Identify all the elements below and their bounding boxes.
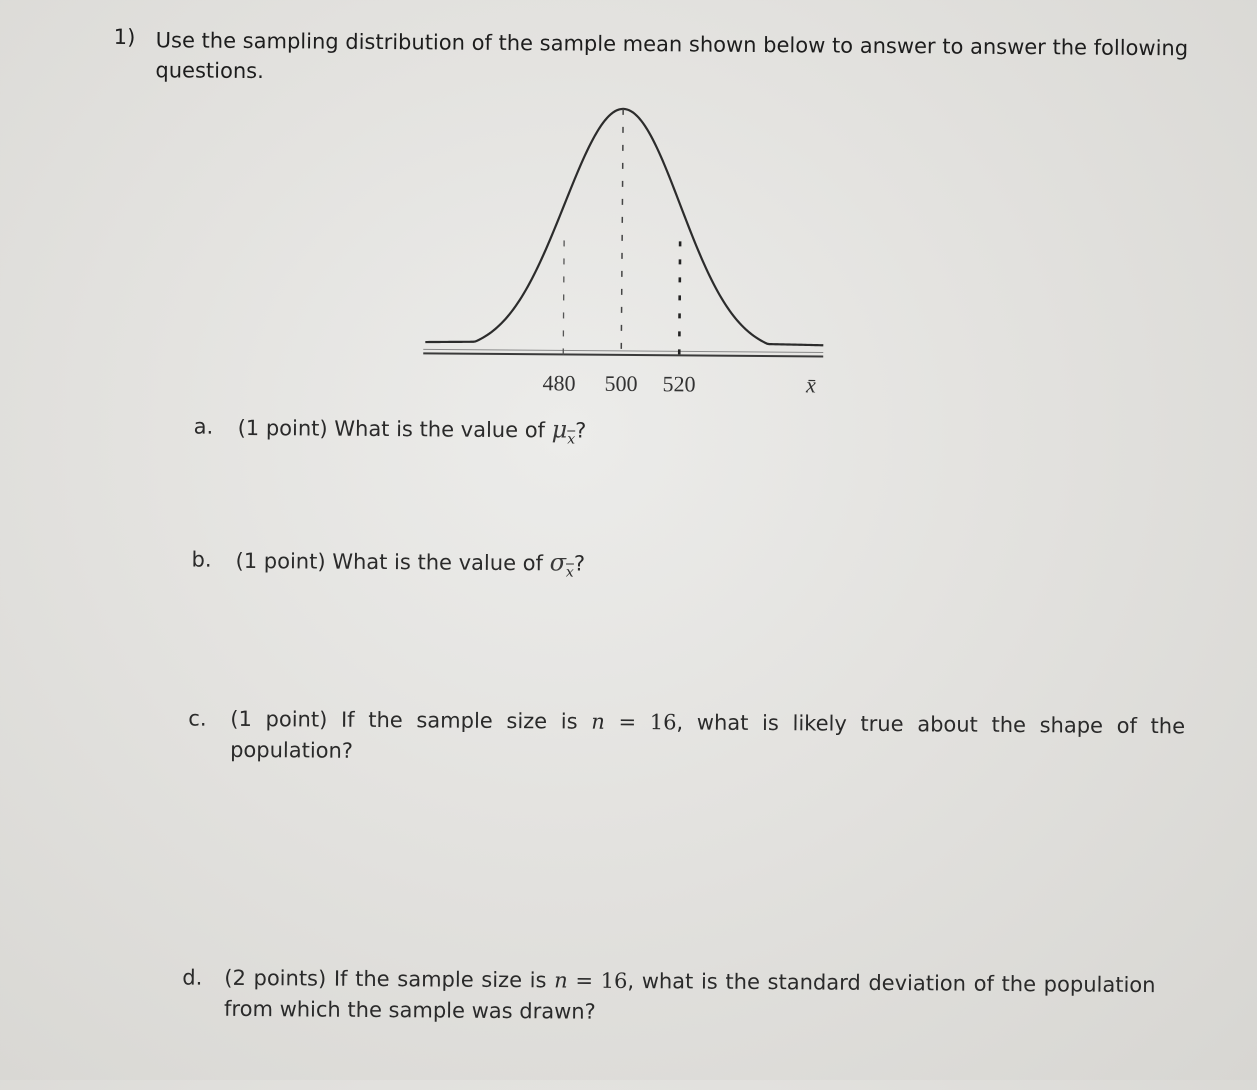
x-axis-line [423, 353, 823, 356]
part-c [188, 704, 1189, 782]
part-a-text: (1 point) What is the value of [237, 415, 552, 443]
part-c-n-var: n [591, 709, 605, 734]
dashed-line-480 [563, 240, 564, 356]
part-c-line-2: population? [230, 737, 354, 763]
part-d [182, 962, 1193, 1040]
part-a [194, 412, 894, 451]
part-d-text-2: , what is the standard deviation of the population [627, 968, 1156, 998]
part-d-question [224, 963, 1189, 1033]
part-b-symbol-sigma: σ [549, 548, 567, 577]
normal-curve [425, 107, 825, 345]
tick-label-480: 480 [542, 370, 576, 396]
part-b-question [235, 545, 585, 583]
part-c-question [230, 704, 1186, 773]
part-a-symbol-mu: μ [551, 415, 568, 444]
dashed-line-500 [621, 109, 623, 357]
part-a-letter: a. [193, 414, 214, 439]
part-b-letter: b. [191, 547, 212, 572]
x-axis-shadow-line [423, 349, 823, 352]
part-b [191, 545, 891, 584]
part-a-subscript: x [567, 431, 576, 448]
part-a-qmark: ? [575, 418, 587, 443]
dashed-line-520 [679, 241, 680, 357]
normal-curve-svg [417, 93, 839, 406]
question-text: Use the sampling distribution of the sample mean shown below to answer to answer the following questions. [155, 28, 1189, 84]
tick-label-500: 500 [604, 370, 638, 397]
part-d-equals: = 16 [567, 968, 628, 993]
part-c-letter: c. [188, 706, 207, 731]
part-b-qmark: ? [573, 551, 586, 576]
part-c-text-1: (1 point) If the sample size is [230, 706, 592, 734]
question-number: 1) [113, 24, 136, 50]
part-d-line-2: from which the sample was drawn? [223, 996, 596, 1024]
part-d-text-1: (2 points) If the sample size is [224, 965, 555, 993]
part-b-text: (1 point) What is the value of [235, 548, 550, 576]
tick-label-520: 520 [662, 371, 696, 397]
part-c-equals: = 16 [604, 709, 677, 735]
part-b-subscript: x [565, 564, 574, 581]
part-c-text-2: , what is likely true about the shape of the [676, 710, 1186, 739]
axis-symbol-xbar: x̄ [806, 372, 816, 398]
part-d-letter: d. [182, 965, 203, 990]
part-d-n-var: n [554, 968, 568, 993]
normal-curve-figure [417, 93, 839, 406]
part-a-question [237, 412, 586, 450]
